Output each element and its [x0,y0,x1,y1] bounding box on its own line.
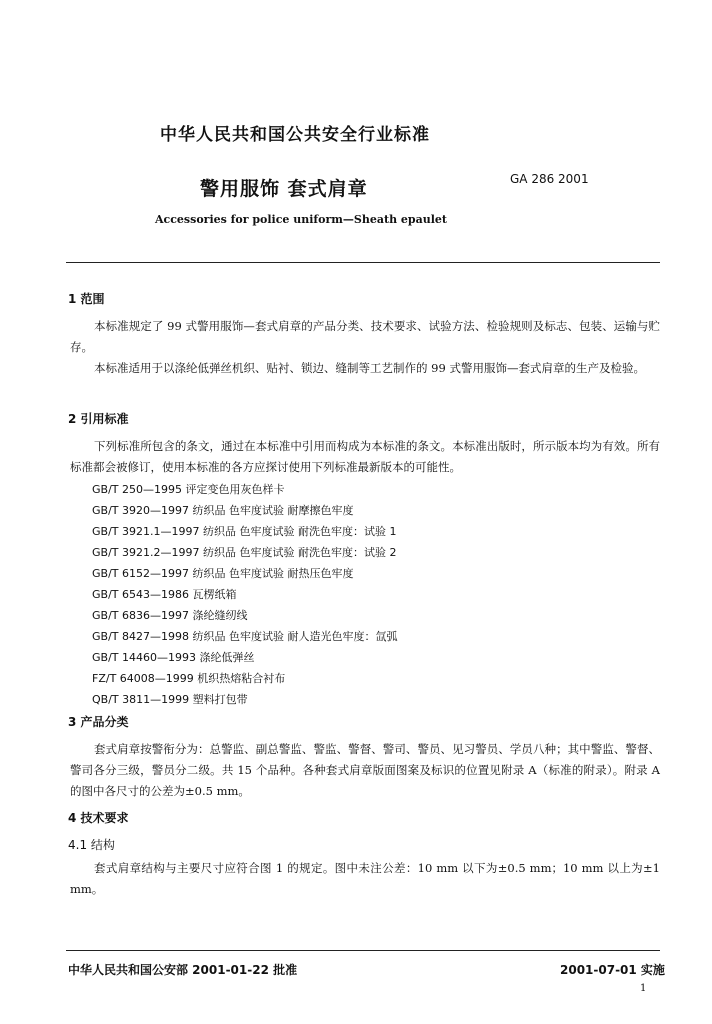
section-4-1-paragraph-1: 套式肩章结构与主要尺寸应符合图 1 的规定。图中未注公差：10 mm 以下为±0.5 mm；10 mm 以上为±1 mm。 [70,861,660,896]
footer-divider [66,950,660,951]
reference-item: GB/T 250—1995 评定变色用灰色样卡 [92,483,285,496]
section-3-heading: 3 产品分类 [68,715,129,729]
reference-item: QB/T 3811—1999 塑料打包带 [92,693,248,706]
reference-item: GB/T 14460—1993 涤纶低弹丝 [92,651,255,664]
header-divider [66,262,660,263]
page-number: 1 [640,983,647,994]
reference-item: GB/T 6543—1986 瓦楞纸箱 [92,588,237,601]
section-4-heading: 4 技术要求 [68,811,129,825]
section-1-paragraph-1: 本标准规定了 99 式警用服饰—套式肩章的产品分类、技术要求、试验方法、检验规则及标志、包装、运输与贮存。 [70,319,660,354]
section-1-paragraph-2: 本标准适用于以涤纶低弹丝机织、贴衬、锁边、缝制等工艺制作的 99 式警用服饰—套式肩章的生产及检验。 [94,361,645,375]
reference-item: GB/T 6836—1997 涤纶缝纫线 [92,609,248,622]
standard-title: 警用服饰 套式肩章 [200,178,368,200]
standard-code: GA 286 2001 [510,172,589,186]
english-title: Accessories for police uniform—Sheath epaulet [155,213,447,226]
reference-item: GB/T 3920—1997 纺织品 色牢度试验 耐摩擦色牢度 [92,504,354,517]
reference-item: GB/T 8427—1998 纺织品 色牢度试验 耐人造光色牢度：氙弧 [92,630,398,643]
approval-date: 中华人民共和国公安部 2001-01-22 批准 [68,963,298,977]
section-4-1-heading: 4.1 结构 [68,838,115,852]
reference-item: GB/T 3921.2—1997 纺织品 色牢度试验 耐洗色牢度：试验 2 [92,546,397,559]
section-2-heading: 2 引用标准 [68,412,129,426]
reference-item: GB/T 6152—1997 纺织品 色牢度试验 耐热压色牢度 [92,567,354,580]
section-2-paragraph-1: 下列标准所包含的条文，通过在本标准中引用而构成为本标准的条文。本标准出版时，所示版本均为有效。所有标准都会被修订，使用本标准的各方应探讨使用下列标准最新版本的可能性。 [70,439,660,474]
ministry-title: 中华人民共和国公共安全行业标准 [160,125,430,145]
section-3-paragraph-1: 套式肩章按警衔分为：总警监、副总警监、警监、警督、警司、警员、见习警员、学员八种；其中警监、警督、警司各分三级，警员分二级。共 15 个品种。各种套式肩章版面图案及标识的位置见附录 A（标准的附录）。附录 A 的图中各尺寸的公差为±0.5 mm。 [70,742,660,798]
reference-item: FZ/T 64008—1999 机织热熔粘合衬布 [92,672,286,685]
reference-item: GB/T 3921.1—1997 纺织品 色牢度试验 耐洗色牢度：试验 1 [92,525,397,538]
effective-date: 2001-07-01 实施 [560,963,665,977]
section-1-heading: 1 范围 [68,292,105,306]
